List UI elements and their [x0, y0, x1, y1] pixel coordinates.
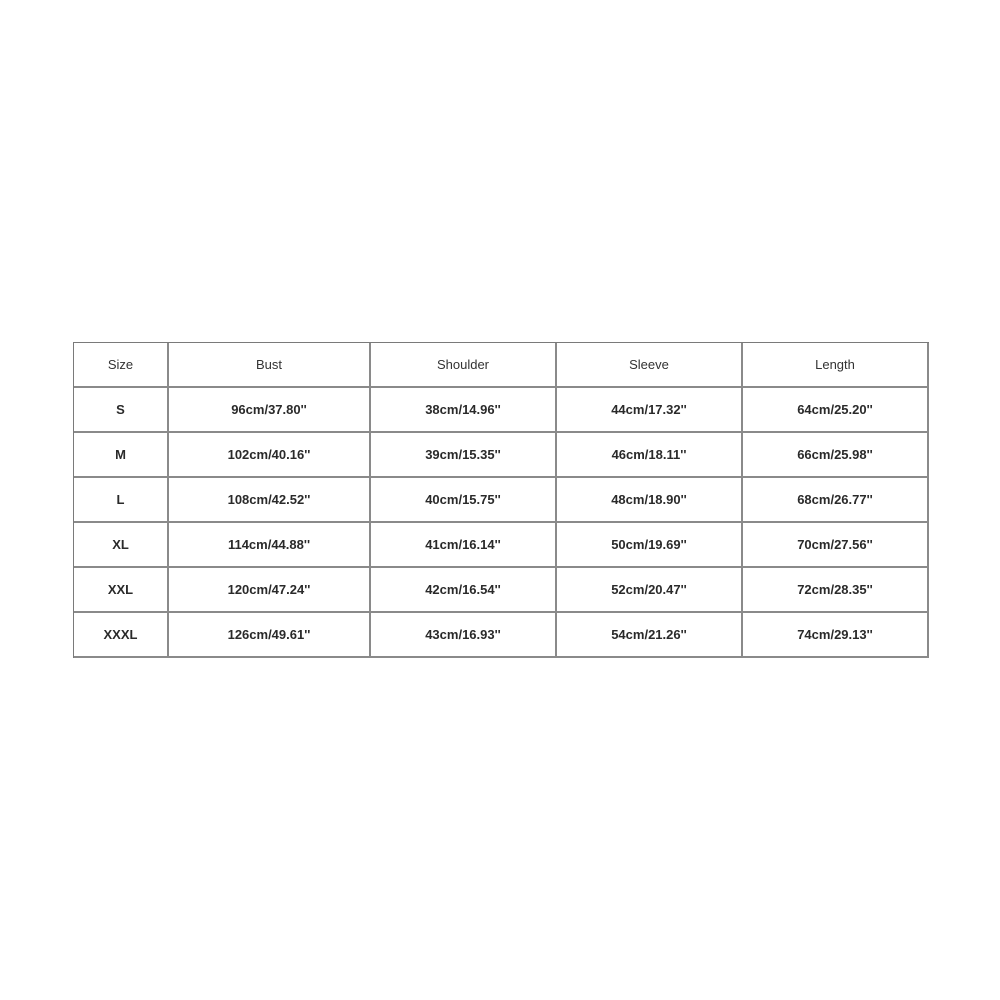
cell-bust: 120cm/47.24''	[169, 568, 371, 613]
cell-size: XXXL	[74, 613, 169, 658]
cell-length: 74cm/29.13''	[743, 613, 929, 658]
header-shoulder: Shoulder	[371, 343, 557, 388]
cell-bust: 114cm/44.88''	[169, 523, 371, 568]
table-row	[74, 568, 929, 613]
size-chart-table	[73, 342, 929, 658]
table-row	[74, 613, 929, 658]
cell-sleeve: 46cm/18.11''	[557, 433, 743, 478]
cell-size: XL	[74, 523, 169, 568]
cell-size: L	[74, 478, 169, 523]
table-row	[74, 433, 929, 478]
cell-size: XXL	[74, 568, 169, 613]
cell-sleeve: 52cm/20.47''	[557, 568, 743, 613]
cell-bust: 96cm/37.80''	[169, 388, 371, 433]
cell-length: 64cm/25.20''	[743, 388, 929, 433]
cell-sleeve: 50cm/19.69''	[557, 523, 743, 568]
header-sleeve: Sleeve	[557, 343, 743, 388]
header-bust: Bust	[169, 343, 371, 388]
cell-shoulder: 42cm/16.54''	[371, 568, 557, 613]
cell-bust: 102cm/40.16''	[169, 433, 371, 478]
cell-shoulder: 43cm/16.93''	[371, 613, 557, 658]
cell-shoulder: 41cm/16.14''	[371, 523, 557, 568]
header-length: Length	[743, 343, 929, 388]
table-row	[74, 478, 929, 523]
cell-length: 66cm/25.98''	[743, 433, 929, 478]
header-row	[74, 343, 929, 388]
cell-length: 70cm/27.56''	[743, 523, 929, 568]
cell-size: M	[74, 433, 169, 478]
cell-bust: 126cm/49.61''	[169, 613, 371, 658]
cell-shoulder: 38cm/14.96''	[371, 388, 557, 433]
cell-sleeve: 48cm/18.90''	[557, 478, 743, 523]
header-size: Size	[74, 343, 169, 388]
cell-shoulder: 39cm/15.35''	[371, 433, 557, 478]
cell-length: 72cm/28.35''	[743, 568, 929, 613]
cell-length: 68cm/26.77''	[743, 478, 929, 523]
cell-shoulder: 40cm/15.75''	[371, 478, 557, 523]
cell-sleeve: 44cm/17.32''	[557, 388, 743, 433]
cell-bust: 108cm/42.52''	[169, 478, 371, 523]
table-row	[74, 523, 929, 568]
cell-size: S	[74, 388, 169, 433]
cell-sleeve: 54cm/21.26''	[557, 613, 743, 658]
table-row	[74, 388, 929, 433]
